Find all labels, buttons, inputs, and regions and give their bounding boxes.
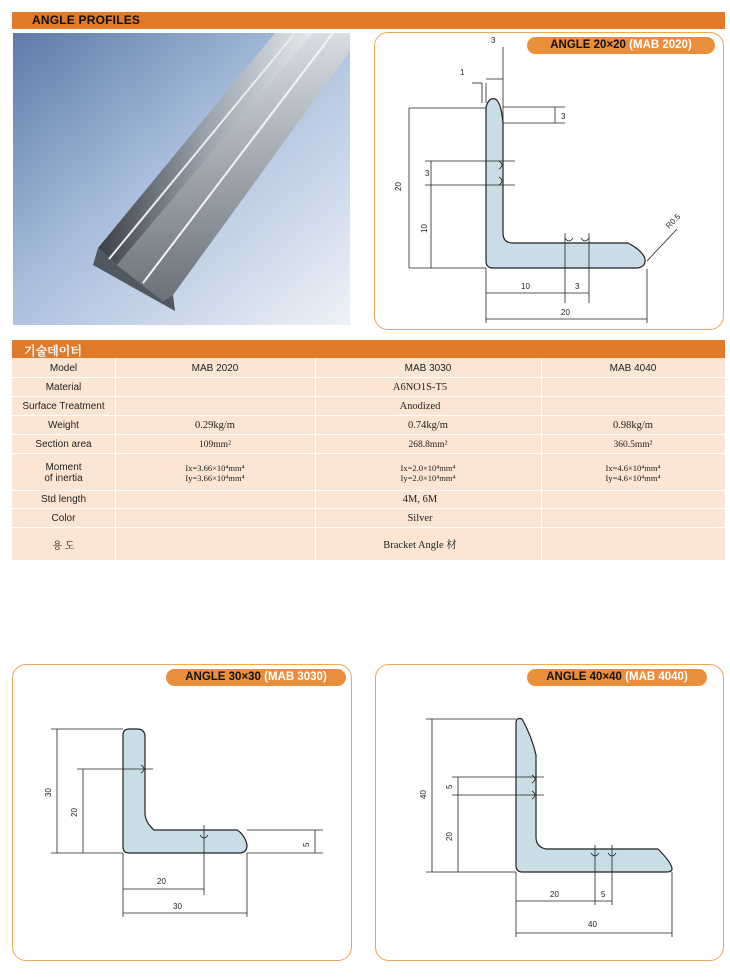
dim-label: 3: [425, 169, 430, 178]
table-title: 기술데이터: [24, 344, 82, 358]
table-cell: Anodized: [399, 401, 441, 412]
table-row: [12, 379, 725, 397]
dim-label: 30: [173, 902, 182, 911]
dim-label: 40: [588, 920, 597, 929]
dim-label: 3: [575, 282, 580, 291]
table-row: [12, 436, 725, 454]
profile-drawing-3030: [13, 665, 351, 960]
section-header: [12, 12, 725, 29]
cell-line: Ix=3.66×10⁴mm⁴: [185, 462, 245, 473]
dim-label: R0.5: [664, 212, 683, 231]
row-label: Color: [51, 513, 76, 524]
row-label: Moment: [45, 461, 82, 473]
table-row: [12, 510, 725, 528]
table-cell: 0.98kg/m: [613, 420, 653, 431]
table-cell: MAB 4040: [609, 363, 657, 374]
cell-line: Ix=2.0×10⁴mm⁴: [400, 462, 456, 473]
table-row: [12, 491, 725, 509]
section-title: ANGLE PROFILES: [32, 13, 141, 27]
card-angle-2020: [374, 32, 724, 330]
card-title-text: ANGLE 20×20: [550, 39, 626, 51]
row-label: Model: [49, 363, 78, 374]
table-cell: MAB 3030: [404, 363, 452, 374]
card-code-text: (MAB 3030): [264, 671, 327, 683]
table-row: [12, 398, 725, 416]
cell-line: Ix=4.6×10⁴mm⁴: [605, 462, 661, 473]
dim-label: 5: [302, 842, 311, 847]
cell-line: Iy=2.0×10⁴mm⁴: [400, 472, 456, 483]
profile-drawing-4040: [376, 665, 723, 960]
angle-profile-photo: [13, 33, 350, 325]
card-code-text: (MAB 2020): [629, 39, 692, 51]
dim-label: 10: [521, 282, 530, 291]
table-cell: A6NO1S-T5: [392, 382, 448, 393]
table-row: [12, 455, 725, 491]
dim-label: 3: [491, 36, 496, 45]
card-title-text: ANGLE 30×30: [185, 671, 261, 683]
table-cell: 360.5mm²: [613, 439, 653, 450]
table-cell: 268.8mm²: [408, 439, 448, 450]
profile-drawing-2020: [375, 33, 723, 329]
table-row: [12, 417, 725, 435]
dim-label: 40: [419, 790, 428, 799]
row-label: Weight: [48, 420, 79, 431]
row-label: Section area: [35, 439, 92, 450]
row-label: 용 도: [52, 541, 75, 552]
dim-label: 20: [445, 832, 454, 841]
cell-line: Iy=4.6×10⁴mm⁴: [605, 472, 661, 483]
table-cell: [541, 455, 725, 490]
row-label: of inertia: [44, 472, 83, 484]
dim-label: 20: [550, 890, 559, 899]
dim-label: 5: [601, 890, 606, 899]
table-row: [12, 360, 725, 378]
table-cell: 4M, 6M: [402, 494, 438, 505]
table-cell: Silver: [407, 513, 433, 524]
table-header: [12, 340, 725, 358]
dim-label: 20: [394, 182, 403, 191]
product-photo: [13, 33, 350, 325]
cell-line: Iy=3.66×10⁴mm⁴: [185, 472, 245, 483]
table-cell: [115, 455, 315, 490]
dim-label: 10: [420, 224, 429, 233]
table-cell: [315, 455, 541, 490]
dim-label: 20: [157, 877, 166, 886]
table-cell: MAB 2020: [191, 363, 239, 374]
tech-data-table: [12, 340, 725, 560]
dim-label: 30: [44, 788, 53, 797]
card-title-text: ANGLE 40×40: [546, 671, 622, 683]
dim-label: 5: [445, 784, 454, 789]
dim-label: 20: [70, 808, 79, 817]
card-code-text: (MAB 4040): [625, 671, 688, 683]
dim-label: 3: [561, 112, 566, 121]
dim-label: 20: [561, 308, 570, 317]
card-angle-4040: [375, 664, 724, 961]
table-row: [12, 529, 725, 560]
table-cell: Bracket Angle 材: [383, 540, 457, 551]
row-label: Surface Treatment: [22, 401, 105, 412]
row-label-group: [12, 455, 115, 490]
table-cell: 0.74kg/m: [408, 420, 448, 431]
row-label: Material: [45, 382, 82, 393]
dim-label: 1: [460, 68, 465, 77]
table-cell: 0.29kg/m: [195, 420, 235, 431]
table-cell: 109mm²: [199, 439, 231, 450]
row-label: Std length: [40, 494, 87, 505]
card-angle-3030: [12, 664, 352, 961]
